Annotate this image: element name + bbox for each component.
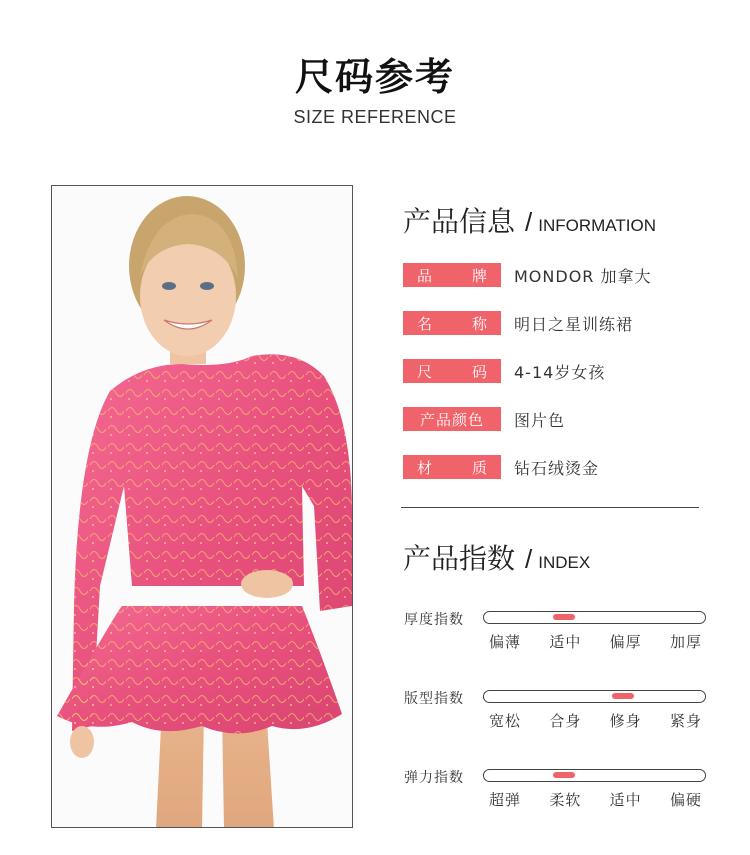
elasticity-options [478,789,713,810]
info-row-material [403,455,599,479]
info-value: 明日之星训练裙 [514,314,634,334]
model-illustration [52,186,353,828]
label-char: 称 [471,314,487,333]
scale-option: 柔软 [549,791,582,809]
heading-slash: / [525,207,533,237]
scale-option: 加厚 [669,633,702,651]
info-value: 4-14岁女孩 [514,362,606,382]
index-label-thickness: 厚度指数 [404,612,464,628]
elasticity-scale [483,769,706,782]
page-subtitle: SIZE REFERENCE [293,107,457,127]
info-value: 钻石绒烫金 [514,458,600,478]
label-char: 尺 [417,362,433,381]
scale-option: 偏薄 [489,633,522,651]
scale-option: 合身 [549,712,582,730]
thickness-scale [483,611,706,624]
scale-option: 偏厚 [609,633,642,651]
label-char: 材 [417,458,433,477]
scale-marker [553,772,575,778]
product-photo [51,185,353,828]
fit-scale [483,690,706,703]
info-row-name [403,311,633,335]
info-title-cn: 产品信息 [403,205,516,238]
info-label [403,311,501,335]
info-row-color [403,407,565,431]
label-char: 质 [471,458,487,477]
label-char: 名 [417,314,433,333]
info-value: 图片色 [514,410,566,430]
page-title: 尺码参考 [294,55,455,99]
info-section-heading [403,200,656,240]
heading-slash: / [525,544,533,574]
label-char: 品 [417,266,433,285]
section-divider [401,507,699,508]
scale-option: 适中 [549,633,582,651]
scale-option: 偏硬 [669,791,702,809]
thickness-options [478,631,713,652]
scale-option: 紧身 [669,712,702,730]
index-label-fit: 版型指数 [404,691,464,707]
info-title-en: INFORMATION [538,216,656,235]
scale-marker [553,614,575,620]
scale-option: 适中 [609,791,642,809]
scale-option: 超弹 [489,791,522,809]
index-section-heading [403,537,590,577]
label-char: 牌 [471,266,487,285]
info-row-brand [403,263,652,287]
info-label [403,359,501,383]
info-label [403,455,501,479]
scale-option: 宽松 [489,712,522,730]
label-char: 码 [471,362,487,381]
scale-marker [612,693,634,699]
info-row-size [403,359,605,383]
info-label [403,263,501,287]
index-title-cn: 产品指数 [403,542,516,575]
fit-options [478,710,713,731]
info-label: 产品颜色 [403,407,501,431]
index-label-elasticity: 弹力指数 [404,770,464,786]
scale-option: 修身 [609,712,642,730]
index-title-en: INDEX [538,553,591,572]
info-value: MONDOR 加拿大 [514,266,652,286]
